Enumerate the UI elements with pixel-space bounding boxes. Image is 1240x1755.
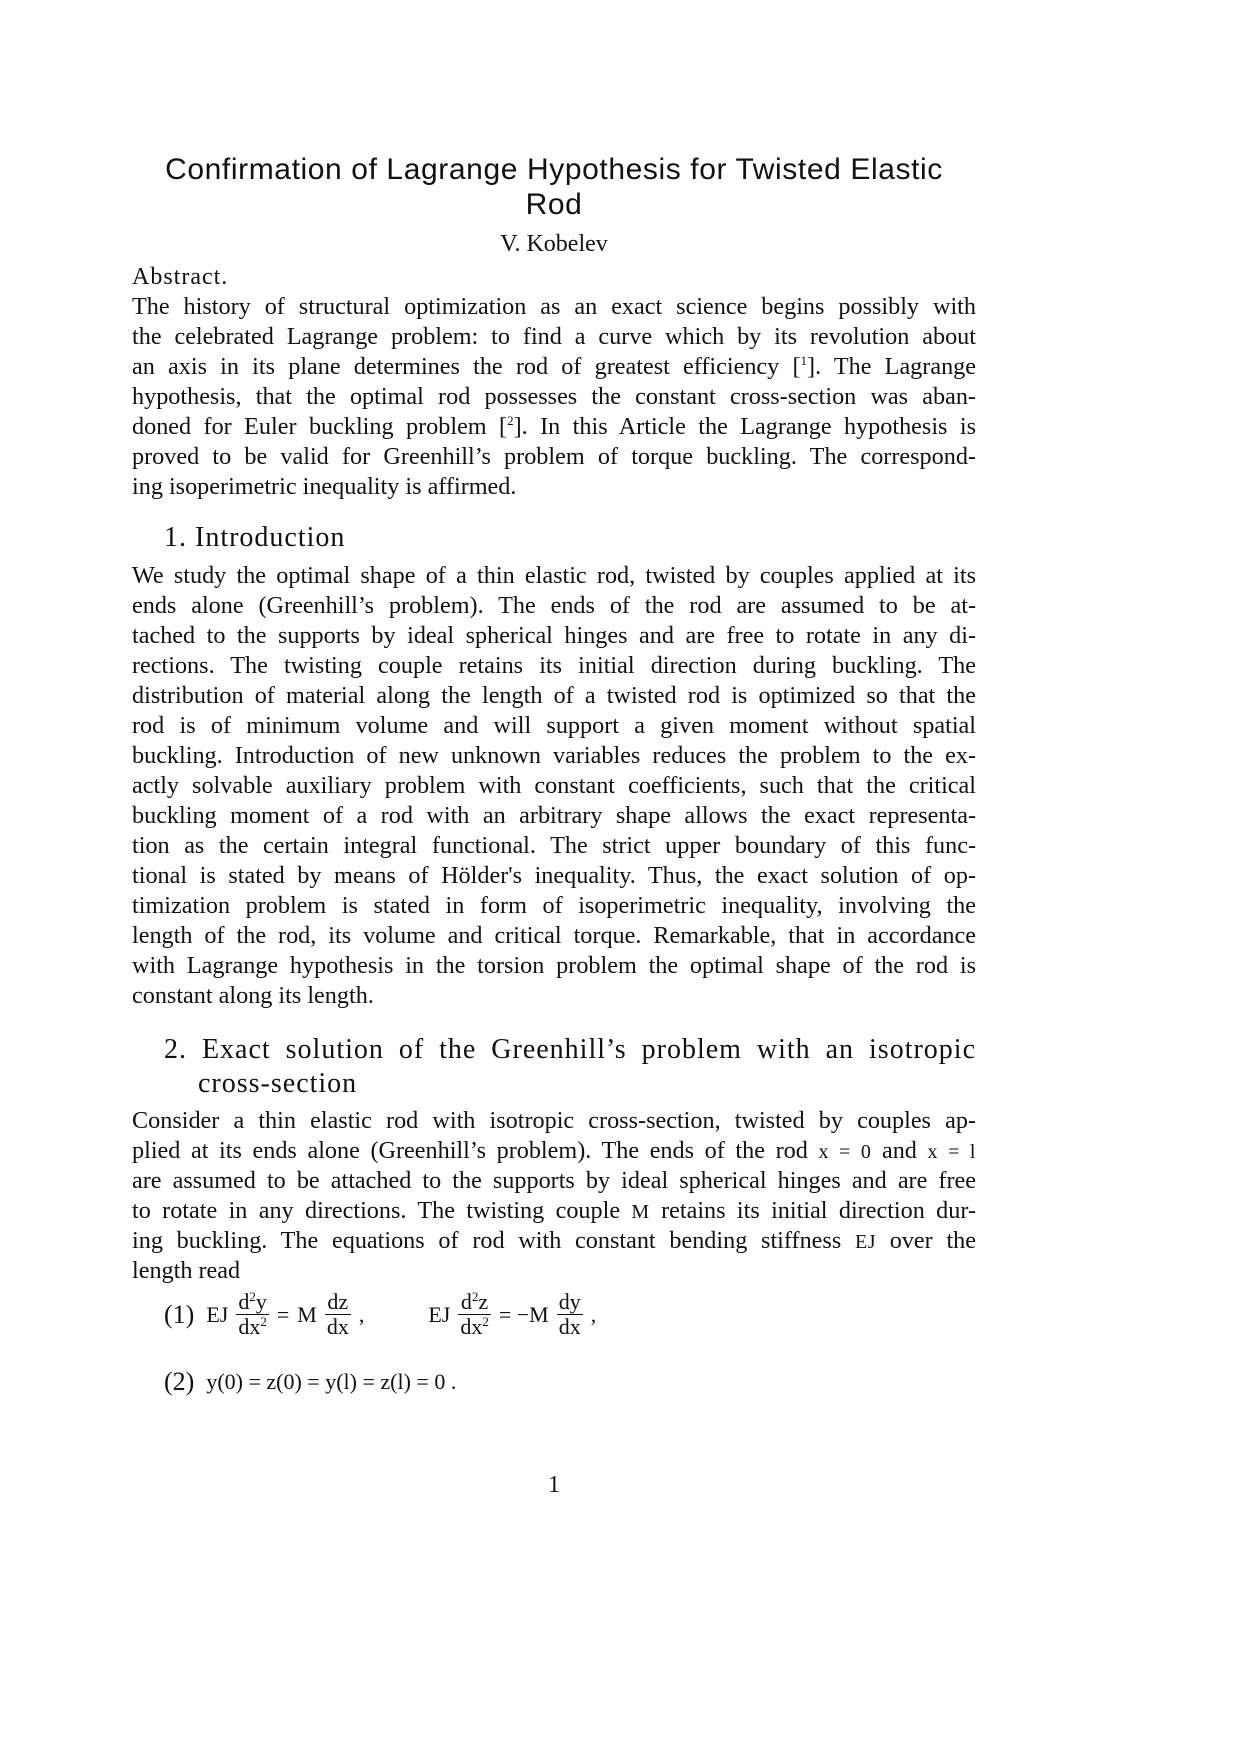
text-line: doned for Euler buckling problem [$^2$]. In this Article the Lagrange hypothesis is <box>132 413 977 440</box>
math-x-equals-0: x = 0 <box>818 1141 872 1163</box>
fraction: $\frac{dz}{dx}$ <box>326 1289 349 1339</box>
text-line: ing isoperimetric inequality is affirmed. <box>132 473 517 500</box>
text-line: are assumed to be attached to the supports by ideal spherical hinges and are free <box>132 1167 976 1194</box>
text-line: plied at its ends alone (Greenhill’s problem). The ends of the rod x = 0 and x = l <box>132 1137 976 1164</box>
introduction-text <box>132 561 976 1011</box>
author-name: V. Kobelev <box>500 231 608 257</box>
text-line: proved to be valid for Greenhill’s problem of torque buckling. The correspond- <box>132 443 976 470</box>
text-line: distribution of material along the length of a twisted rod is optimized so that the <box>132 682 976 709</box>
fraction: $\frac{dy}{dx}$ <box>558 1289 581 1339</box>
text-line: timization problem is stated in form of isoperimetric inequality, involving the <box>132 892 976 919</box>
text-line: We study the optimal shape of a thin elastic rod, twisted by couples applied at its <box>132 562 976 589</box>
text-line: an axis in its plane determines the rod of greatest efficiency [$^1$]. The Lagrange <box>132 353 976 380</box>
title-line-2: Rod <box>525 188 583 221</box>
text-line: actly solvable auxiliary problem with constant coefficients, such that the critical <box>132 772 976 799</box>
math-x-equals-l: x = l <box>927 1141 976 1163</box>
text-line: with Lagrange hypothesis in the torsion problem the optimal shape of the rod is <box>132 952 976 979</box>
equation-1: (1) EJ $\frac{d^2y}{dx^2}$ = M $\frac{dz}{dx}$ , EJ $\frac{d^2z}{dx^2}$ = −M $\frac{dy}{dx}$ , <box>164 1289 597 1339</box>
text-line: tion as the certain integral functional. The strict upper boundary of this func- <box>132 832 976 859</box>
abstract-text <box>132 292 976 502</box>
boundary-conditions: y(0) = z(0) = y(l) = z(l) = 0 . <box>206 1369 457 1394</box>
text-line: buckling moment of a rod with an arbitrary shape allows the exact representa- <box>132 802 976 829</box>
text-line: The history of structural optimization as an exact science begins possibly with <box>132 293 976 320</box>
page-number: 1 <box>548 1472 560 1498</box>
equation-2 <box>164 1367 460 1397</box>
text-line: rod is of minimum volume and will support a given moment without spatial <box>132 712 976 739</box>
math-M: M <box>631 1201 650 1223</box>
text-line: length of the rod, its volume and critical torque. Remarkable, that in accordance <box>132 922 976 949</box>
text-line: Consider a thin elastic rod with isotropic cross-section, twisted by couples ap- <box>132 1107 976 1134</box>
equation-number: (1) <box>164 1299 195 1329</box>
text-line: to rotate in any directions. The twisting couple M retains its initial direction dur- <box>132 1197 976 1224</box>
citation-ref-1[interactable]: 1 <box>800 353 808 368</box>
exact-solution-text <box>132 1106 976 1286</box>
citation-ref-2[interactable]: 2 <box>507 413 514 428</box>
text-line: tached to the supports by ideal spherical hinges and are free to rotate in any di- <box>132 622 976 649</box>
fraction: $\frac{d^2z}{dx^2}$ <box>460 1289 489 1339</box>
section-heading-introduction: 1. Introduction <box>164 522 346 553</box>
section-heading-exact-solution: 2. Exact solution of the Greenhill’s problem with an isotropic cross-section <box>164 1034 976 1099</box>
abstract-label: Abstract. <box>132 264 229 290</box>
text-line: rections. The twisting couple retains its initial direction during buckling. The <box>132 652 976 679</box>
text-line: length read <box>132 1257 241 1284</box>
text-line: constant along its length. <box>132 982 374 1009</box>
text-line: tional is stated by means of Hölder's inequality. Thus, the exact solution of op- <box>132 862 976 889</box>
text-line: ing buckling. The equations of rod with constant bending stiffness EJ over the <box>132 1227 976 1254</box>
text-line: buckling. Introduction of new unknown variables reduces the problem to the ex- <box>132 742 976 769</box>
text-line: ends alone (Greenhill’s problem). The ends of the rod are assumed to be at- <box>132 592 976 619</box>
math-EJ: EJ <box>854 1231 876 1253</box>
equation-number: (2) <box>164 1367 195 1396</box>
paper-title <box>132 152 976 222</box>
text-line: hypothesis, that the optimal rod possesses the constant cross-section was aban- <box>132 383 976 410</box>
fraction: $\frac{d^2y}{dx^2}$ <box>238 1289 267 1339</box>
text-line: the celebrated Lagrange problem: to find a curve which by its revolution about <box>132 323 976 350</box>
title-line-1: Confirmation of Lagrange Hypothesis for Twisted Elastic <box>165 153 943 186</box>
